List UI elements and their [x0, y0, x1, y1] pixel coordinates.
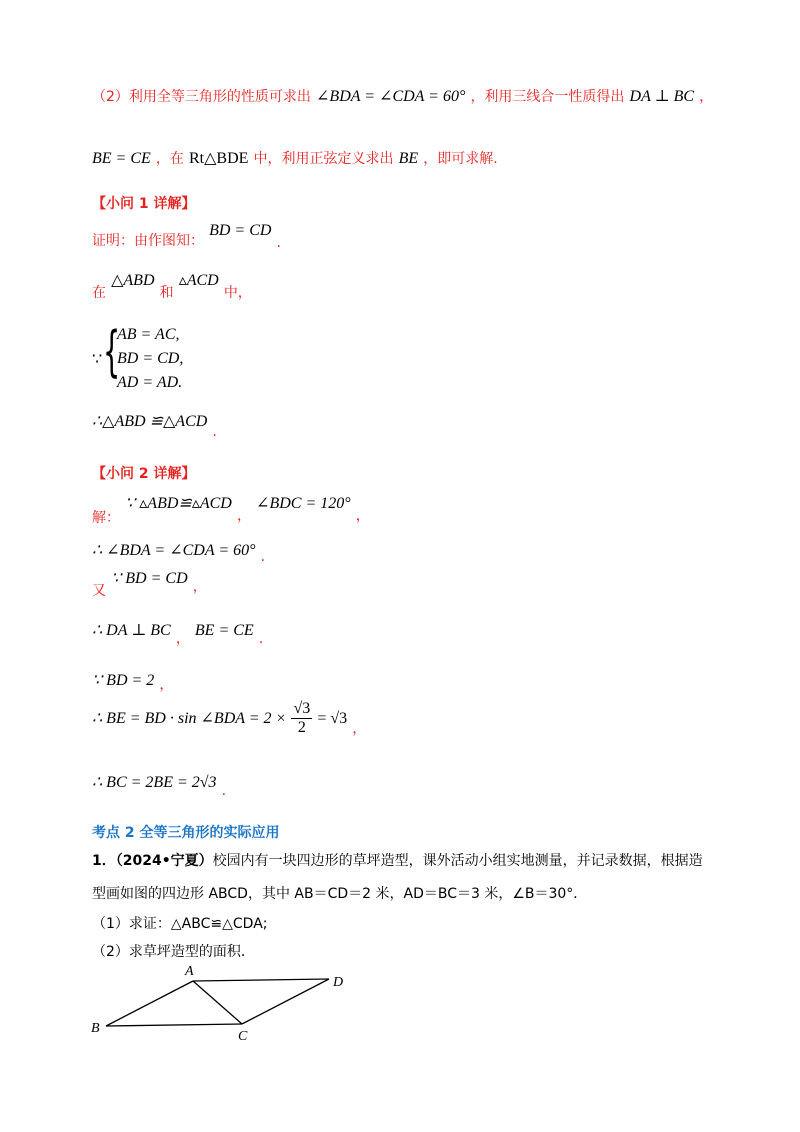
problem-line-1 [92, 850, 703, 870]
step-4a: ∴ DA ⊥ BC [92, 622, 171, 639]
punct: ， [175, 631, 190, 647]
analysis-text: ，即可求解. [423, 151, 498, 167]
analysis-text: ，利用三线合一性质得出 [470, 89, 625, 105]
analysis-text: （2）利用全等三角形的性质可求出 [92, 89, 311, 105]
edge-ad [193, 979, 329, 981]
solve-label: 解： [92, 510, 120, 526]
step-2-line [92, 540, 266, 565]
zhong-label: 中， [223, 285, 252, 301]
question-2: （2）求草坪造型的面积． [92, 944, 255, 960]
analysis-text: 中，利用正弦定义求出 [253, 151, 394, 167]
problem-text: 校园内有一块四边形的草坪造型，课外活动小组实地测量，并记录数据，根据造 [212, 853, 703, 869]
punct: ， [352, 721, 367, 737]
step-6-post: = √3 [317, 710, 348, 727]
vertex-label-a: A [185, 964, 194, 979]
punct: . [276, 235, 281, 251]
step-6-line [92, 700, 366, 737]
vertex-label-d: D [333, 975, 344, 990]
step-1a: ∵ ▵ABD≌▵ACD [125, 495, 232, 512]
conclusion-line [92, 411, 217, 440]
analysis-math: DA ⊥ BC [629, 88, 695, 105]
punct: . [260, 549, 266, 565]
fraction [291, 700, 312, 737]
punct: . [212, 424, 217, 440]
edge-ab [106, 981, 193, 1026]
triangle-acd: ▵ACD [178, 272, 219, 289]
in-line [92, 270, 252, 301]
fraction-numerator: √3 [293, 700, 311, 717]
punct: . [258, 631, 264, 647]
problem-number: 1．（2024•宁夏） [92, 853, 213, 869]
proof-math: BD = CD [209, 222, 272, 239]
punct: ， [236, 508, 251, 524]
fraction-denominator: 2 [297, 719, 306, 736]
brace: { [103, 320, 121, 383]
analysis-math: Rt△BDE [188, 150, 249, 167]
analysis-line-2 [92, 148, 498, 168]
step-6-pre: ∴ BE = BD · sin ∠BDA = 2 × [92, 710, 287, 727]
step-1b: ∠BDC = 120° [256, 495, 351, 512]
section-title: 考点 2 全等三角形的实际应用 [92, 825, 280, 841]
punct: ， [355, 508, 370, 524]
solve-line [92, 493, 370, 526]
question-1: （1）求证：△ABC≌△CDA; [92, 916, 268, 932]
analysis-math: BE = CE [92, 150, 151, 167]
vertex-label-c: C [238, 1029, 248, 1044]
analysis-math: BE [398, 150, 419, 167]
problem-line-2: 型画如图的四边形 ABCD，其中 AB＝CD＝2 米，AD＝BC＝3 米，∠B＝30°． [92, 886, 588, 902]
step-5-line [92, 670, 174, 693]
step-4b: BE = CE [194, 622, 254, 639]
edge-bc [106, 1024, 242, 1026]
step-4-line [92, 620, 264, 647]
and-label: 和 [159, 285, 174, 301]
condition-1: AB = AC, [117, 326, 180, 343]
condition-3: AD = AD. [117, 374, 183, 391]
part1-header: 【小问 1 详解】 [92, 196, 196, 212]
step-7: ∴ BC = 2BE = 2√3 [92, 774, 217, 791]
analysis-math: ∠BDA = ∠CDA = 60° [316, 88, 466, 105]
proof-line [92, 220, 281, 251]
step-3: ∵ BD = CD [111, 570, 188, 587]
punct: . [221, 783, 227, 799]
triangle-abd: △ABD [111, 272, 155, 289]
proof-label: 证明：由作图知： [92, 233, 204, 249]
because-symbol: ∵ [92, 351, 103, 368]
in-label: 在 [92, 285, 106, 301]
step-7-line [92, 772, 227, 799]
conclusion-math: ∴△ABD ≌△ACD [92, 413, 208, 430]
edge-cd [242, 979, 329, 1024]
punct: ， [159, 677, 174, 693]
quadrilateral-figure [85, 960, 365, 1050]
you-label: 又 [92, 583, 106, 599]
vertex-label-b: B [91, 1021, 100, 1036]
analysis-line-1 [92, 86, 713, 106]
analysis-text: ，在 [155, 151, 184, 167]
step-2: ∴ ∠BDA = ∠CDA = 60° [92, 542, 256, 559]
punct: ， [192, 579, 207, 595]
step-5: ∵ BD = 2 [92, 672, 155, 689]
part2-header: 【小问 2 详解】 [92, 466, 196, 482]
edge-ac [193, 981, 242, 1024]
condition-2: BD = CD, [117, 350, 184, 367]
step-3-line [92, 568, 207, 599]
analysis-text: ， [699, 89, 714, 105]
